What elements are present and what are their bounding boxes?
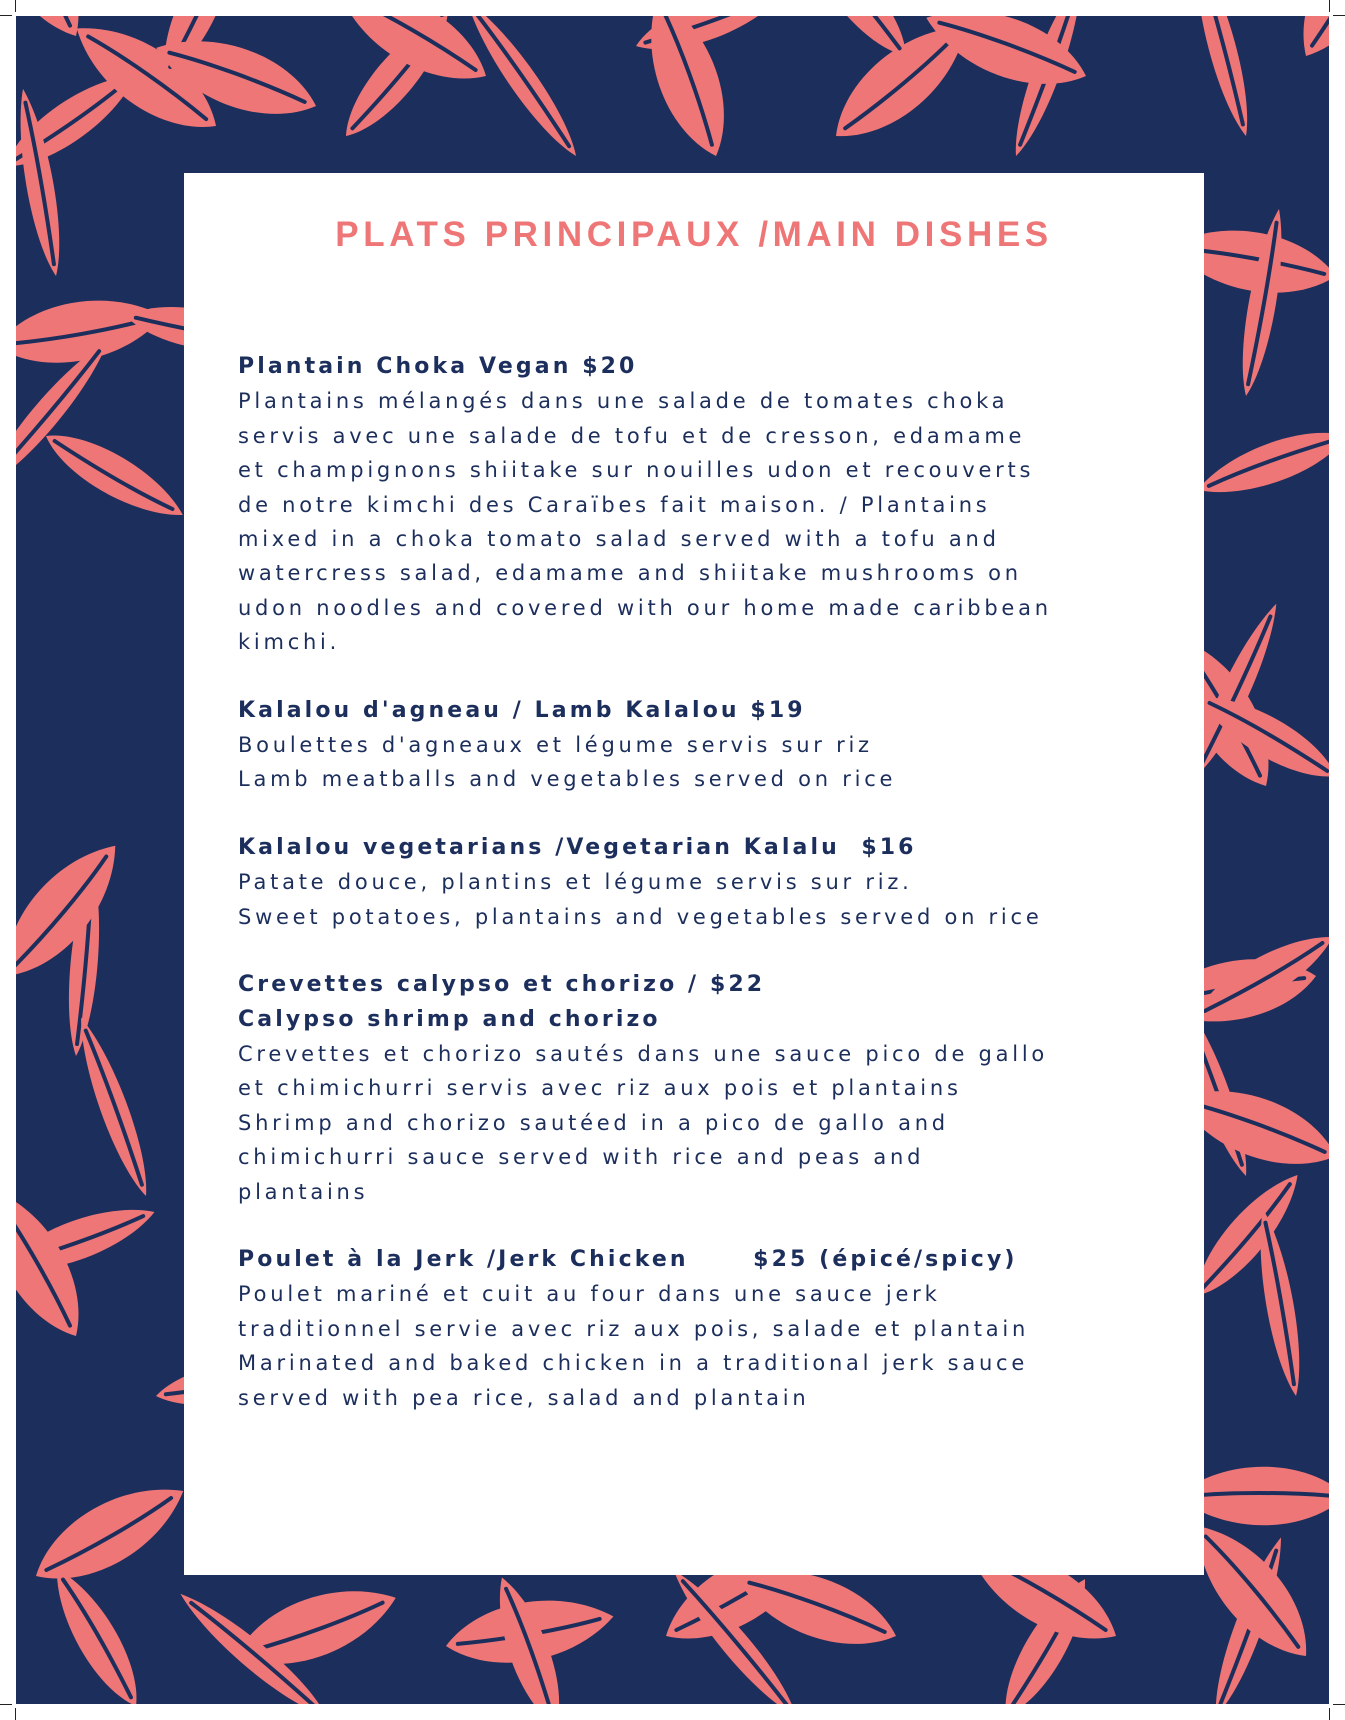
dish-description-line: Marinated and baked chicken in a traditional jerk sauce [238, 1351, 1028, 1376]
crop-mark [1333, 1704, 1345, 1705]
dish-name: Calypso shrimp and chorizo [238, 1006, 661, 1032]
leaf-shape [1191, 418, 1329, 509]
leaf-shape [1184, 16, 1259, 139]
leaf-shape [16, 1174, 101, 1350]
dish-description-line: Boulettes d'agneaux et légume servis sur riz [238, 733, 873, 758]
dish-name: Kalalou d'agneau / Lamb Kalalou $19 [238, 697, 806, 723]
leaf-shape [324, 16, 500, 101]
leaf-shape [40, 1559, 153, 1704]
crop-mark [15, 1708, 16, 1720]
dish-description-line: udon noodles and covered with our home made caribbean [238, 595, 1052, 620]
dish-description-line: mixed in a choka tomato salad served with a tofu and [238, 527, 1000, 552]
dish-description-line: Crevettes et chorizo sautés dans une sauce pico de gallo [238, 1041, 1049, 1066]
leaf-shape [36, 419, 192, 532]
dish-item [238, 694, 1198, 797]
dish-name: Kalalou vegetarians /Vegetarian Kalalu $16 [238, 834, 917, 860]
dish-description-line: kimchi. [238, 630, 341, 655]
dish-description-line: Lamb meatballs and vegetables served on rice [238, 767, 897, 792]
dish-description-line: plantains [238, 1179, 369, 1204]
crop-mark [1329, 0, 1330, 12]
dish-description-line: traditionnel servie avec riz aux pois, salade et plantain [238, 1316, 1030, 1341]
menu-card [184, 173, 1204, 1575]
dish-list [238, 350, 1198, 1449]
crop-mark [15, 0, 16, 12]
dish-description-line: chimichurri sauce served with rice and peas and [238, 1145, 925, 1170]
leaf-shape [1281, 16, 1329, 71]
crop-mark [1329, 1708, 1330, 1720]
leaf-shape [456, 16, 587, 164]
crop-mark [0, 15, 12, 16]
dish-name: Crevettes calypso et chorizo / $22 [238, 972, 766, 998]
dish-item [238, 968, 1198, 1209]
dish-description-line: Sweet potatoes, plantains and vegetables served on rice [238, 904, 1043, 929]
dish-description-line: served with pea rice, salad and plantain [238, 1385, 810, 1410]
menu-page-background [16, 16, 1329, 1704]
dish-name: Plantain Choka Vegan $20 [238, 354, 638, 379]
dish-description-line: servis avec une salade de tofu et de cresson, edamame [238, 423, 1026, 448]
dish-description-line: Poulet mariné et cuit au four dans une sauce jerk [238, 1282, 941, 1307]
dish-item [238, 1243, 1198, 1415]
dish-description-line: et chimichurri servis avec riz aux pois et plantains [238, 1076, 962, 1101]
menu-title: PLATS PRINCIPAUX /MAIN DISHES [335, 215, 1053, 254]
crop-mark [1333, 15, 1345, 16]
dish-description-line: Plantains mélangés dans une salade de tomates choka [238, 389, 1009, 414]
dish-name: Poulet à la Jerk /Jerk Chicken $25 (épicé/spicy) [238, 1246, 1018, 1272]
dish-description-line: Shrimp and chorizo sautéed in a pico de gallo and [238, 1110, 949, 1135]
dish-description-line: et champignons shiitake sur nouilles udon et recouverts [238, 458, 1035, 483]
dish-item [238, 350, 1198, 660]
dish-description-line: de notre kimchi des Caraïbes fait maison. / Plantains [238, 492, 991, 517]
dish-item [238, 831, 1198, 934]
crop-mark [0, 1704, 12, 1705]
leaf-shape [21, 1466, 197, 1602]
dish-description-line: watercress salad, edamame and shiitake mushrooms on [238, 561, 1022, 586]
dish-description-line: Patate douce, plantins et légume servis sur riz. [238, 870, 913, 895]
